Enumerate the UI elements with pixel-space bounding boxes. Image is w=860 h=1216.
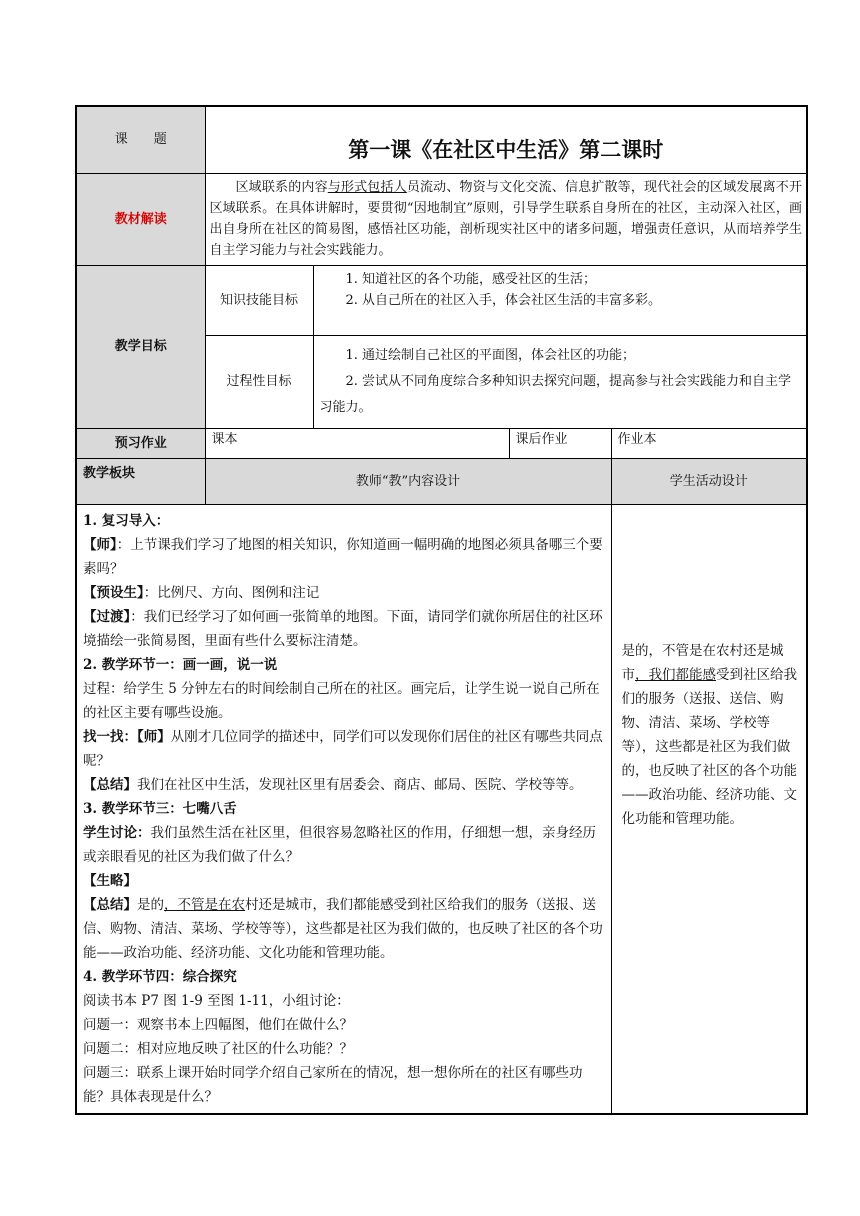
preview-value: 课本: [205, 428, 509, 458]
section-2-title: 2. 教学环节一：画一画，说一说: [83, 656, 278, 673]
section-4-title: 4. 教学环节四：综合探究: [83, 968, 237, 985]
section-3-title: 3. 教学环节三：七嘴八舌: [83, 800, 237, 817]
section-3-summary: 【总结】是的，不管是在农村还是城市，我们都能感受到社区给我们的服务（送报、送信、购物、清洁、菜场、学校等等），这些都是社区为我们做的，也反映了社区的各个功能——政治功能、经济功能、文化功能和管理功能。: [83, 896, 603, 961]
knowledge-goal-list: [313, 265, 807, 335]
process-goal-label: 过程性目标: [205, 335, 313, 428]
lesson-plan-table: [75, 105, 806, 1115]
material-label: 教材解读: [76, 173, 205, 265]
section-4-question: 问题二：相对应地反映了社区的什么功能？？: [83, 1040, 353, 1057]
board-label: 教学板块: [76, 458, 205, 504]
student-design-header: 学生活动设计: [611, 458, 807, 504]
material-text: 区域联系的内容与形式包括人员流动、物资与文化交流、信息扩散等，现代社会的区域发展离不开区域联系。在具体讲解时，要贯彻“因地制宜”原则，引导学生联系自身所在的社区，主动深入社区，画出自身所在社区的简易图，感悟社区功能，剖析现实社区中的诸多问题，增强责任意识，从而培养学生自主学习能力与社会实践能力。: [205, 173, 807, 265]
after-class-label: 课后作业: [509, 428, 611, 458]
section-1-transition: 【过渡】：我们已经学习了如何画一张简单的地图。下面，请同学们就你所居住的社区环境描绘一张简易图，里面有些什么要标注清楚。: [83, 608, 603, 649]
student-activity: [611, 504, 807, 1114]
section-1-teacher: 【师】：上节课我们学习了地图的相关知识，你知道画一幅明确的地图必须具备哪三个要素吗？: [83, 536, 603, 577]
section-2-summary: 【总结】我们在社区中生活，发现社区里有居委会、商店、邮局、医院、学校等等。: [83, 776, 583, 793]
process-goal-item: 2. 尝试从不同角度综合多种知识去探究问题，提高参与社会实践能力和自主学习能力。: [319, 373, 792, 415]
section-4-reading: 阅读书本 P7 图 1-9 至图 1-11，小组讨论：: [83, 992, 350, 1009]
objectives-label: 教学目标: [76, 265, 205, 428]
section-1-title: 1. 复习导入：: [83, 512, 170, 529]
student-activity-text: 是的，不管是在农村还是城市，我们都能感受到社区给我们的服务（送报、送信、购物、清洁、菜场、学校等等），这些都是社区为我们做的，也反映了社区的各个功能——政治功能、经济功能、文化功能和管理功能。: [621, 642, 797, 827]
topic-label: 课 题: [76, 106, 205, 173]
process-goal-item: 1. 通过绘制自己社区的平面图，体会社区的功能；: [345, 347, 636, 363]
section-2-find: 找一找：【师】从刚才几位同学的描述中，同学们可以发现你们居住的社区有哪些共同点呢？: [83, 728, 603, 769]
page-title: 第一课《在社区中生活》第二课时: [205, 106, 807, 173]
section-3-discussion: 学生讨论：我们虽然生活在社区里，但很容易忽略社区的作用，仔细想一想，亲身经历或亲眼看见的社区为我们做了什么？: [83, 824, 596, 865]
knowledge-goal-label: 知识技能目标: [205, 265, 313, 335]
teacher-content: [76, 504, 611, 1114]
section-2-process: 过程：给学生 5 分钟左右的时间绘制自己所在的社区。画完后，让学生说一说自己所在的社区主要有哪些设施。: [83, 680, 600, 721]
process-goal-list: [313, 335, 807, 428]
knowledge-goal-item: 2. 从自己所在的社区入手，体会社区生活的丰富多彩。: [345, 292, 662, 308]
section-1-preset: 【预设生】：比例尺、方向、图例和注记: [83, 584, 320, 601]
section-4-question: 问题三：联系上课开始时同学介绍自己家所在的情况，想一想你所在的社区有哪些功能？具体表现是什么？: [83, 1064, 583, 1105]
teacher-design-header: 教师“教”内容设计: [205, 458, 611, 504]
preview-label: 预习作业: [76, 428, 205, 458]
section-3-omitted: 【生略】: [83, 872, 137, 889]
section-4-question: 问题一：观察书本上四幅图，他们在做什么？: [83, 1016, 353, 1033]
knowledge-goal-item: 1. 知道社区的各个功能，感受社区的生活；: [345, 271, 597, 287]
after-class-value: 作业本: [611, 428, 807, 458]
